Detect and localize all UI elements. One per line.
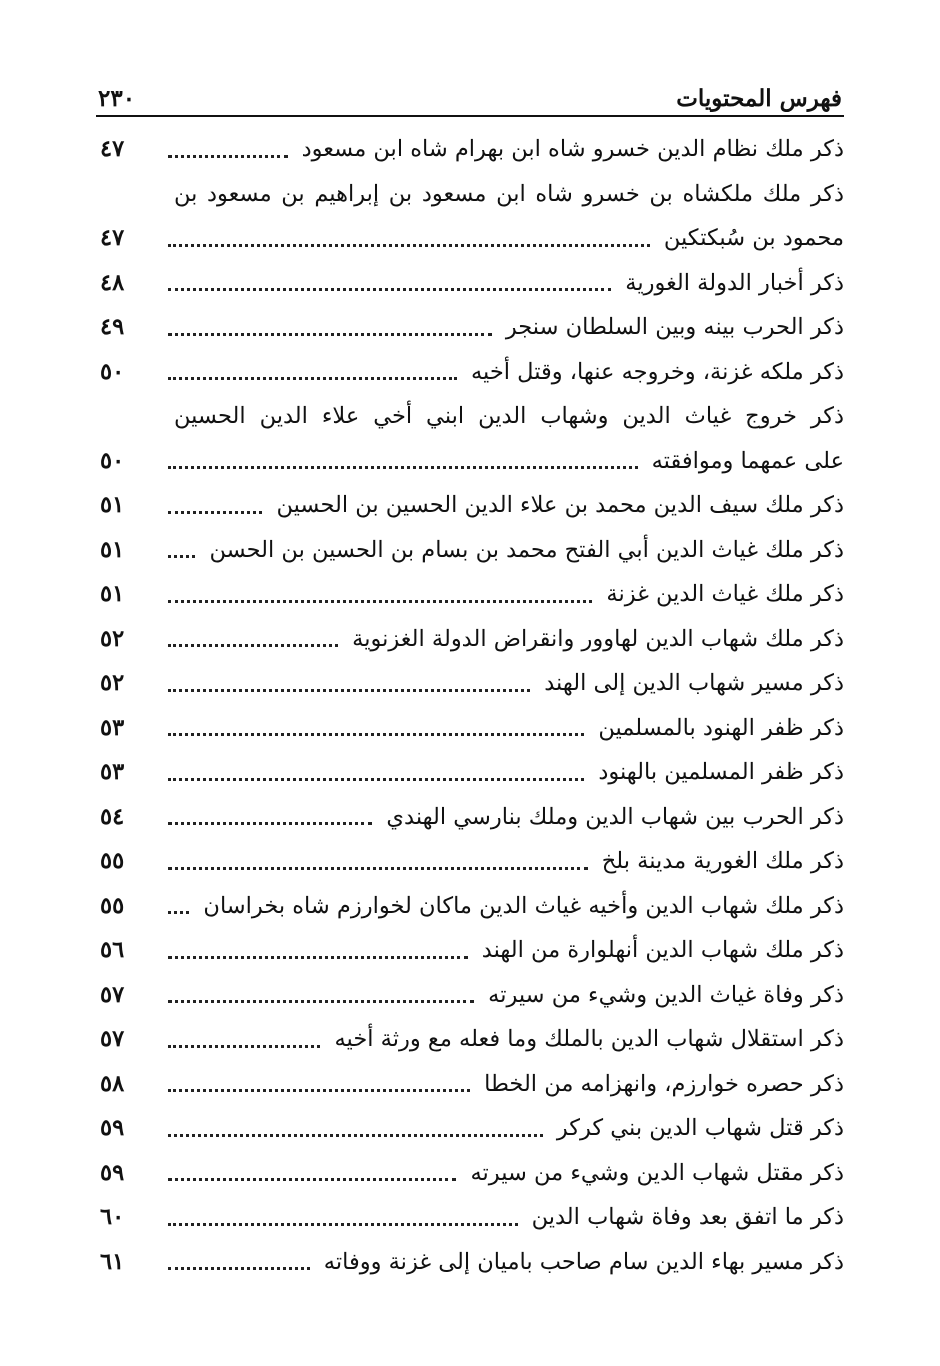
toc-entry-title: ذكر ملك شهاب الدين وأخيه غياث الدين ماكان لخوارزم شاه بخراسان	[203, 892, 844, 919]
toc-entry	[100, 973, 844, 1018]
dot-leader	[168, 1045, 320, 1048]
dot-leader	[168, 155, 288, 158]
toc-entry	[100, 1017, 844, 1062]
toc-entry	[100, 795, 844, 840]
toc-page-number: ٥٣	[100, 759, 125, 785]
toc-entry-title: ذكر ملك غياث الدين أبي الفتح محمد بن بسام بن الحسين بن الحسن	[209, 536, 844, 563]
toc-entry-title: محمود بن سُبكتكين	[663, 225, 844, 251]
toc-page-number: ٥٧	[100, 981, 125, 1008]
toc-page-number: ٥٥	[100, 892, 125, 919]
toc-entry	[100, 884, 844, 929]
dot-leader	[168, 1134, 543, 1137]
toc-entry-title: ذكر ظفر الهنود بالمسلمين	[598, 714, 844, 741]
toc-page-number: ٥٩	[100, 1159, 125, 1186]
dot-leader	[168, 956, 468, 959]
toc-page-number: ٤٩	[100, 314, 125, 340]
toc-page-number: ٥٠	[100, 358, 125, 385]
toc-entry	[100, 1240, 844, 1285]
toc-entry	[100, 617, 844, 662]
toc-entry-title: ذكر ظفر المسلمين بالهنود	[598, 759, 844, 785]
toc-entry-title: ذكر الحرب بين شهاب الدين وملك بنارسي الهندي	[386, 803, 844, 830]
page-header	[98, 72, 842, 112]
toc-page-number: ٥٦	[100, 937, 125, 963]
toc-entry-title: ذكر قتل شهاب الدين بني كركر	[556, 1115, 844, 1141]
toc-entry	[100, 1106, 844, 1151]
toc-entry-title: ذكر ملك الغورية مدينة بلخ	[601, 848, 844, 874]
toc-entry-title: ذكر استقلال شهاب الدين بالملك وما فعله مع ورثة أخيه	[334, 1026, 844, 1052]
toc-entry	[100, 1062, 844, 1107]
toc-entry-title: على عمهما وموافقته	[651, 447, 844, 474]
toc-entry	[100, 661, 844, 706]
toc-entry-title: ذكر حصره خوارزم، وانهزامه من الخطا	[484, 1070, 844, 1097]
header-title: فهرس المحتويات	[676, 85, 842, 112]
toc-entry-title: ذكر ملك شهاب الدين لهاوور وانقراض الدولة الغزنوية	[352, 625, 844, 652]
toc-page-number: ٤٧	[100, 136, 125, 162]
toc-page-number: ٥٩	[100, 1115, 125, 1141]
dot-leader	[168, 511, 262, 514]
toc-entry	[100, 839, 844, 884]
header-page-number: ٢٣٠	[98, 85, 136, 112]
toc-entry-line: ذكر ملك ملكشاه بن خسرو شاه ابن مسعود بن إبراهيم بن مسعود بن	[174, 180, 844, 207]
toc-page-number: ٥١	[100, 536, 125, 563]
toc-entry-title: ذكر ملك غياث الدين غزنة	[606, 581, 844, 607]
dot-leader	[168, 288, 611, 291]
dot-leader	[168, 466, 638, 469]
toc-entry-title: ذكر ملك نظام الدين خسرو شاه ابن بهرام شاه ابن مسعود	[301, 136, 844, 162]
toc-entry-title: ذكر ملكه غزنة، وخروجه عنها، وقتل أخيه	[470, 358, 844, 385]
toc-entry	[100, 216, 844, 261]
toc-page-number: ٥٠	[100, 447, 125, 474]
dot-leader	[168, 822, 372, 825]
toc-page-number: ٥٢	[100, 670, 125, 696]
dot-leader	[168, 644, 338, 647]
toc-entry-title: ذكر مسير بهاء الدين سام صاحب باميان إلى غزنة ووفاته	[323, 1248, 844, 1275]
toc-entry	[100, 305, 844, 350]
toc-page-number: ٥١	[100, 492, 125, 518]
toc-entry	[100, 127, 844, 172]
dot-leader	[168, 733, 584, 736]
toc-entry-title: ذكر وفاة غياث الدين وشيء من سيرته	[488, 981, 844, 1008]
dot-leader	[168, 244, 650, 247]
toc-entry-title: ذكر مسير شهاب الدين إلى الهند	[544, 670, 844, 696]
header-rule	[96, 115, 844, 117]
dot-leader	[168, 1178, 456, 1181]
toc-entry-title: ذكر مقتل شهاب الدين وشيء من سيرته	[470, 1159, 844, 1186]
dot-leader	[168, 333, 492, 336]
dot-leader	[168, 1267, 310, 1270]
dot-leader	[168, 377, 457, 380]
toc-entry-title: ذكر أخبار الدولة الغورية	[625, 269, 844, 296]
dot-leader	[168, 1000, 474, 1003]
toc-page-number: ٥٤	[100, 803, 125, 830]
toc-page-number: ٥٥	[100, 848, 125, 874]
dot-leader	[168, 778, 584, 781]
toc-entry	[100, 1195, 844, 1240]
toc-page-number: ٥٨	[100, 1070, 125, 1097]
toc-page-number: ٥٢	[100, 625, 125, 652]
toc-page-number: ٥٣	[100, 714, 125, 741]
toc-entry	[100, 572, 844, 617]
toc-page-number: ٥٧	[100, 1026, 125, 1052]
toc-entry	[100, 439, 844, 484]
toc-entry-title: ذكر ملك سيف الدين محمد بن علاء الدين الحسين بن الحسين	[276, 492, 844, 518]
toc-page-number: ٥١	[100, 581, 125, 607]
toc-entry-title: ذكر ما اتفق بعد وفاة شهاب الدين	[531, 1204, 844, 1230]
toc-entry	[100, 928, 844, 973]
toc-entry	[100, 528, 844, 573]
toc-entry-title: ذكر الحرب بينه وبين السلطان سنجر	[505, 314, 844, 340]
toc-entry	[100, 750, 844, 795]
toc-entry	[100, 483, 844, 528]
dot-leader	[168, 1223, 518, 1226]
toc-entry	[100, 706, 844, 751]
toc-page-number: ٦١	[100, 1248, 125, 1275]
toc-entry	[100, 1151, 844, 1196]
toc-page-number: ٤٨	[100, 269, 125, 296]
toc-page-number: ٤٧	[100, 225, 125, 251]
dot-leader	[168, 555, 195, 558]
dot-leader	[168, 689, 530, 692]
table-of-contents	[100, 127, 844, 1284]
toc-entry	[100, 350, 844, 395]
dot-leader	[168, 867, 588, 870]
toc-entry-line: ذكر خروج غياث الدين وشهاب الدين ابني أخي علاء الدين الحسين	[174, 403, 844, 429]
toc-entry	[100, 261, 844, 306]
dot-leader	[168, 911, 189, 914]
dot-leader	[168, 1089, 470, 1092]
dot-leader	[168, 600, 592, 603]
toc-page-number: ٦٠	[100, 1204, 125, 1230]
toc-entry-title: ذكر ملك شهاب الدين أنهلوارة من الهند	[481, 937, 844, 963]
